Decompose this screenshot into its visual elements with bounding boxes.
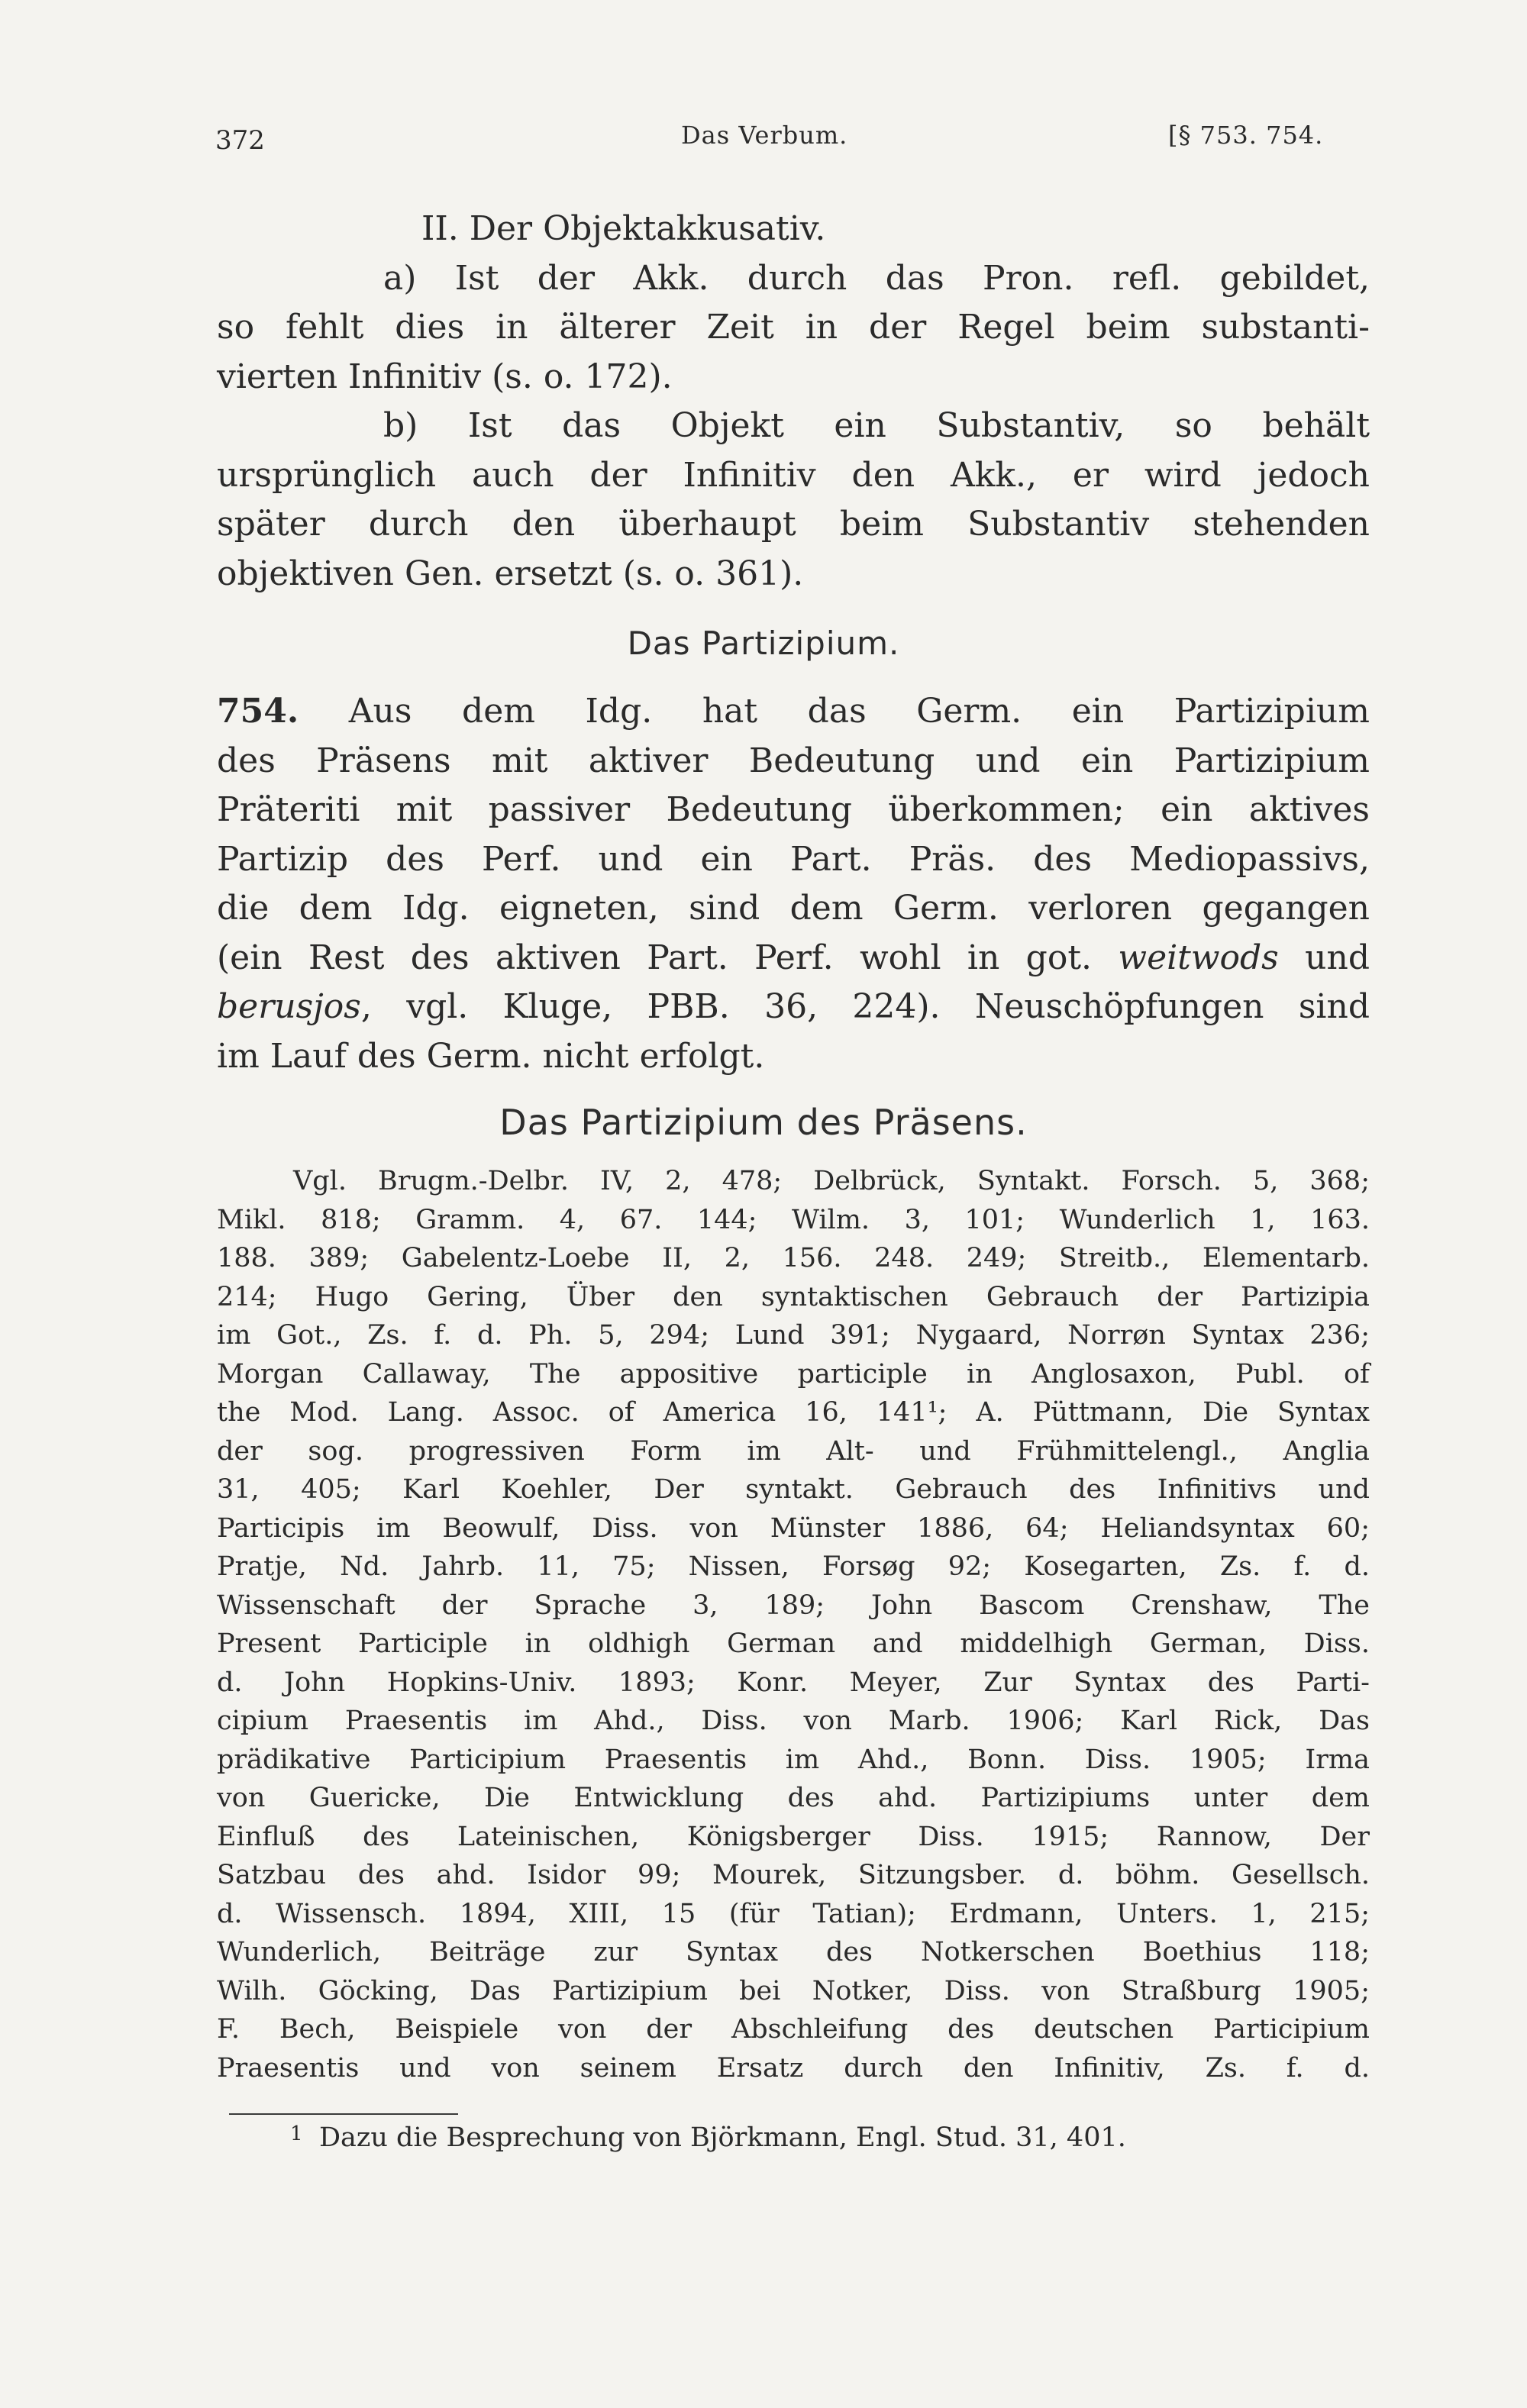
page-number: 372 [215, 125, 265, 156]
bibliography-line: the Mod. Lang. Assoc. of America 16, 141¹; A. Püttmann, Die Syntax [217, 1397, 1370, 1428]
text-line: des Präsens mit aktiver Bedeutung und ein Partizipium [217, 741, 1370, 780]
heading-partizipium-praesens: Das Partizipium des Präsens. [499, 1102, 1028, 1143]
text-line: 754. Aus dem Idg. hat das Germ. ein Partizipium [217, 692, 1370, 731]
section-objektakkusativ [217, 205, 1370, 599]
bibliography-line: Vgl. Brugm.-Delbr. IV, 2, 478; Delbrück, Syntakt. Forsch. 5, 368; [293, 1166, 1370, 1196]
footnote-divider [229, 2113, 458, 2115]
bibliography-line: Morgan Callaway, The appositive participle in Anglosaxon, Publ. of [217, 1358, 1370, 1390]
bibliography-line: der sog. progressiven Form im Alt- und Frühmittelengl., Anglia [217, 1435, 1370, 1467]
bibliography-line: prädikative Participium Praesentis im Ahd., Bonn. Diss. 1905; Irma [217, 1744, 1370, 1775]
text-line: objektiven Gen. ersetzt (s. o. 361). [217, 554, 804, 593]
running-head [0, 115, 1527, 160]
bibliography-line: 188. 389; Gabelentz-Loebe II, 2, 156. 248. 249; Streitb., Elementarb. [217, 1243, 1370, 1273]
bibliography-line: F. Bech, Beispiele von der Abschleifung des deutschen Participium [217, 2014, 1370, 2045]
bibliography-line: Praesentis und von seinem Ersatz durch den Infinitiv, Zs. f. d. [217, 2052, 1370, 2084]
bibliography-line: 31, 405; Karl Koehler, Der syntakt. Gebrauch des Infinitivs und [217, 1474, 1370, 1505]
bibliography-line: Pratje, Nd. Jahrb. 11, 75; Nissen, Forsøg 92; Kosegarten, Zs. f. d. [217, 1551, 1370, 1582]
text-line: ursprünglich auch der Infinitiv den Akk., er wird jedoch [217, 455, 1370, 495]
footnote [290, 2122, 1373, 2153]
bibliography-line: Einfluß des Lateinischen, Königsberger Diss. 1915; Rannow, Der [217, 1821, 1370, 1852]
bibliography-line: d. Wissensch. 1894, XIII, 15 (für Tatian); Erdmann, Unters. 1, 215; [217, 1898, 1370, 1929]
bibliography-line: d. John Hopkins-Univ. 1893; Konr. Meyer, Zur Syntax des Parti- [217, 1667, 1370, 1698]
text-line: so fehlt dies in älterer Zeit in der Regel beim substanti- [217, 308, 1370, 347]
bibliography-line: cipium Praesentis im Ahd., Diss. von Marb. 1906; Karl Rick, Das [217, 1706, 1370, 1736]
bibliography [217, 1162, 1370, 2087]
gothic-term: berusjos [217, 987, 361, 1026]
paragraph-number: 754. [217, 692, 299, 731]
heading-partizipium: Das Partizipium. [627, 625, 900, 662]
text-line: (ein Rest des aktiven Part. Perf. wohl in got. weitwods und [217, 938, 1370, 977]
text-line: im Lauf des Germ. nicht erfolgt. [217, 1036, 765, 1076]
footnote-text: Dazu die Besprechung von Björkmann, Engl. Stud. 31, 401. [319, 2122, 1126, 2153]
footnote-marker: 1 [290, 2122, 303, 2145]
text-line: Partizip des Perf. und ein Part. Präs. des Mediopassivs, [217, 839, 1370, 879]
bibliography-line: 214; Hugo Gering, Über den syntaktischen Gebrauch der Partizipia [217, 1281, 1370, 1312]
subsection-heading: II. Der Objektakkusativ. [421, 209, 826, 248]
text-line: die dem Idg. eigneten, sind dem Germ. verloren gegangen [217, 889, 1370, 928]
section-reference: [§ 753. 754. [1168, 121, 1324, 150]
bibliography-line: Participis im Beowulf, Diss. von Münster 1886, 64; Heliandsyntax 60; [217, 1512, 1370, 1544]
paragraph-754 [217, 687, 1370, 1081]
bibliography-line: von Guericke, Die Entwicklung des ahd. Partizipiums unter dem [217, 1783, 1370, 1813]
text-line: Präteriti mit passiver Bedeutung überkommen; ein aktives [217, 790, 1370, 829]
bibliography-line: im Got., Zs. f. d. Ph. 5, 294; Lund 391; Nygaard, Norrøn Syntax 236; [217, 1320, 1370, 1351]
text-line: a) Ist der Akk. durch das Pron. refl. gebildet, [383, 258, 1370, 298]
running-title: Das Verbum. [681, 121, 848, 150]
text-line: später durch den überhaupt beim Substantiv stehenden [217, 505, 1370, 544]
text-line: vierten Infinitiv (s. o. 172). [217, 357, 673, 396]
gothic-term: weitwods [1118, 938, 1279, 977]
bibliography-line: Wunderlich, Beiträge zur Syntax des Notkerschen Boethius 118; [217, 1937, 1370, 1967]
bibliography-line: Present Participle in oldhigh German and middelhigh German, Diss. [217, 1628, 1370, 1659]
bibliography-line: Mikl. 818; Gramm. 4, 67. 144; Wilm. 3, 101; Wunderlich 1, 163. [217, 1204, 1370, 1235]
bibliography-line: Wissenschaft der Sprache 3, 189; John Bascom Crenshaw, The [217, 1590, 1370, 1621]
bibliography-line: Wilh. Göcking, Das Partizipium bei Notker, Diss. von Straßburg 1905; [217, 1975, 1370, 2006]
text-line: b) Ist das Objekt ein Substantiv, so behält [383, 406, 1370, 445]
bibliography-line: Satzbau des ahd. Isidor 99; Mourek, Sitzungsber. d. böhm. Gesellsch. [217, 1860, 1370, 1890]
text-line: berusjos, vgl. Kluge, PBB. 36, 224). Neuschöpfungen sind [217, 987, 1370, 1026]
